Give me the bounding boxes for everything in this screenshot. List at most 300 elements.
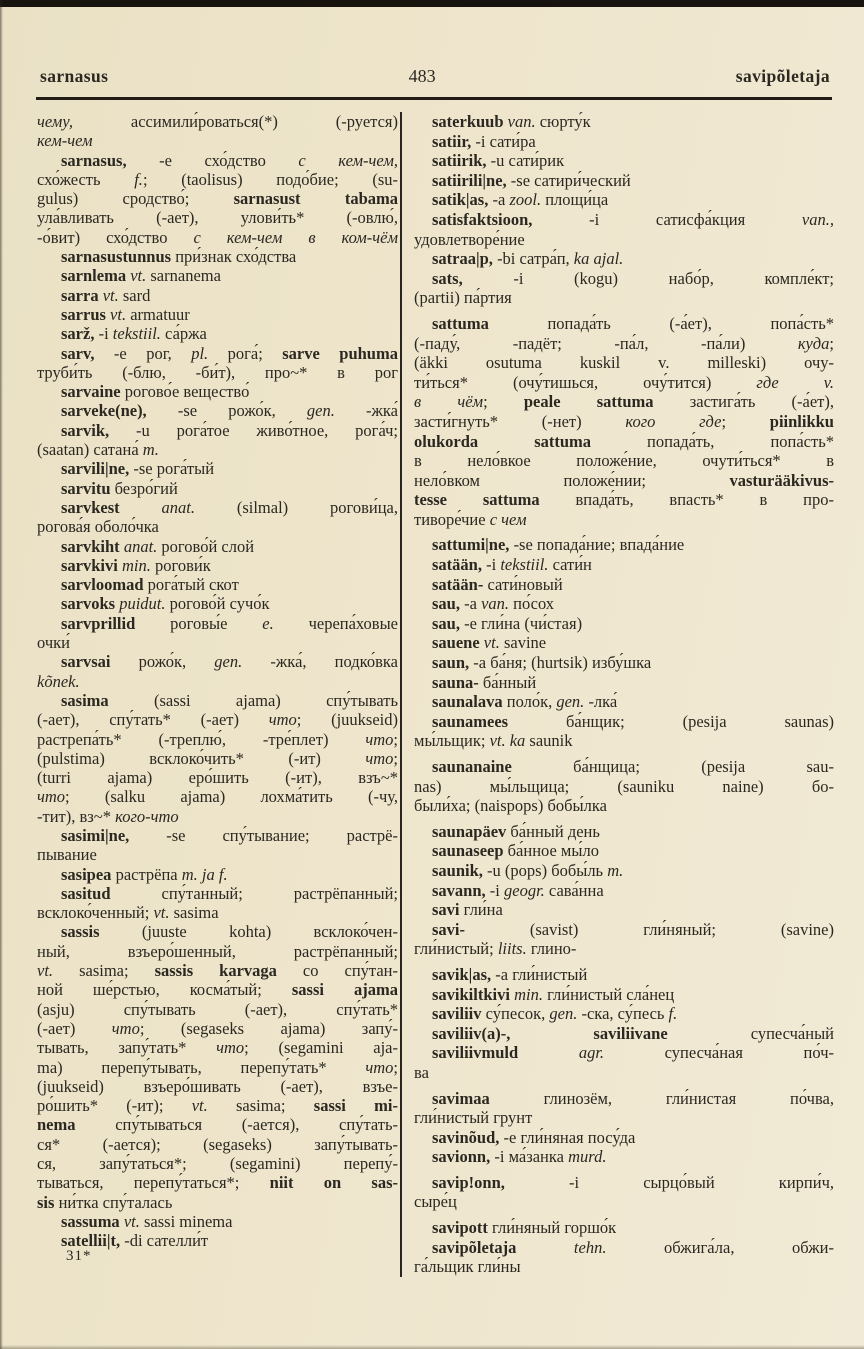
text-segment: sarv,: [61, 343, 95, 363]
text-segment: пывание: [37, 845, 97, 865]
dict-line: [414, 132, 834, 152]
text-segment: -e гли́няная посу́да: [499, 1127, 636, 1147]
text-segment: sarvaine: [61, 382, 121, 402]
text-segment: savip!onn,: [432, 1172, 505, 1192]
text-segment: с кем-чем,: [298, 150, 398, 170]
text-segment: sasima;: [53, 961, 155, 981]
text-segment: -ска, су́песь: [577, 1004, 669, 1024]
text-segment: -a гли́нистый: [491, 964, 588, 984]
dict-line: [37, 575, 398, 594]
dict-line: [37, 1193, 398, 1212]
text-segment: (sassi ajama) спу́тывать: [108, 690, 398, 710]
dict-line: [414, 900, 834, 920]
text-segment: -a: [488, 190, 510, 210]
dict-line: [37, 807, 398, 826]
text-segment: застига́ть (-а́ет),: [653, 392, 834, 412]
dict-line: [37, 672, 398, 691]
text-segment: (äkki osutuma kuskil v. milleski) очу-: [414, 353, 834, 373]
text-segment: satisfaktsioon,: [432, 209, 533, 229]
dict-line: [414, 985, 834, 1005]
dict-line: [414, 535, 834, 555]
text-segment: saviliiv: [432, 1004, 482, 1024]
text-segment: sauene: [432, 633, 480, 653]
text-segment: ба́нный: [478, 672, 537, 692]
dict-line: [37, 421, 398, 440]
text-segment: ; (salku ajama) лохма́тить (-чу,: [65, 787, 398, 807]
text-segment: savimaa: [432, 1088, 490, 1108]
text-segment: в чём: [414, 392, 484, 412]
text-segment: растрепа́ть* (-треплю́, -тре́плет): [37, 729, 366, 749]
dict-line: [414, 112, 834, 132]
dict-line: [414, 432, 834, 452]
text-segment: (turri ajama) еро́шить (-ит), взъ~*: [37, 768, 398, 788]
dict-line: [37, 1173, 398, 1192]
dict-line: [414, 353, 834, 373]
text-segment: засти́гнуть* (-нет): [414, 411, 626, 431]
text-segment: zool.: [509, 190, 542, 210]
text-segment: sarnasustunnus: [61, 247, 172, 267]
text-segment: sattuma: [432, 313, 489, 333]
dict-line: [414, 210, 834, 230]
dict-line: [414, 490, 834, 510]
text-segment: e.: [262, 613, 274, 633]
text-segment: satiirik,: [432, 151, 487, 171]
text-segment: гли́няный горшо́к: [487, 1218, 617, 1238]
text-segment: sard: [118, 285, 151, 305]
text-segment: -se попада́ние; впада́ние: [509, 535, 685, 555]
text-segment: сюрту́к: [535, 112, 591, 131]
dict-line: [37, 266, 398, 285]
dict-line: [37, 730, 398, 749]
text-segment: ;: [721, 411, 770, 431]
text-segment: satik|as,: [432, 190, 489, 210]
text-segment: satiirili|ne,: [432, 170, 507, 190]
text-segment: гли́на: [459, 900, 503, 920]
dict-line: [37, 208, 398, 227]
text-segment: sarnanema: [146, 266, 221, 286]
dict-line: [37, 903, 398, 922]
text-segment: -i ма́занка: [490, 1147, 569, 1167]
dict-line: [37, 1000, 398, 1019]
text-segment: кого где: [625, 411, 722, 431]
text-segment: -se рога́тый: [129, 459, 215, 479]
text-segment: sarvkivi: [61, 555, 118, 575]
text-segment: ; (taolisus) подо́бие; (su-: [142, 169, 398, 189]
dict-line: [37, 865, 398, 884]
text-segment: что: [365, 748, 394, 768]
text-segment: gen.: [549, 1004, 578, 1024]
text-segment: vt.: [98, 285, 119, 305]
dict-line: [414, 712, 834, 732]
dict-line: [414, 1043, 834, 1063]
text-segment: ный, взъеро́шенный, растрёпанный;: [37, 941, 398, 961]
text-segment: -se спу́тывание; растрё-: [129, 825, 398, 845]
text-segment: geogr.: [504, 880, 545, 900]
text-segment: satellii|t,: [61, 1231, 121, 1251]
text-segment: f.: [134, 169, 143, 189]
text-segment: sau,: [432, 613, 460, 633]
text-segment: sasitud: [61, 883, 111, 903]
text-segment: tehn.: [516, 1237, 607, 1257]
text-segment: ;: [393, 748, 398, 768]
text-segment: схо́жесть: [37, 169, 135, 189]
dict-line: [414, 673, 834, 693]
text-segment: -i сырцо́вый кирпи́ч,: [504, 1172, 834, 1192]
text-segment: рогово́й сучо́к: [165, 594, 270, 614]
text-segment: armatuur: [126, 304, 190, 324]
text-segment: saunik,: [432, 860, 483, 880]
dict-line: [37, 768, 398, 787]
text-segment: gen.: [214, 652, 243, 672]
text-segment: sassis karvaga: [154, 961, 277, 981]
text-segment: ба́нное мы́ло: [503, 841, 599, 861]
text-segment: saunalava: [432, 692, 503, 712]
text-segment: sattumi|ne,: [432, 535, 510, 555]
text-segment: sarvkiht: [61, 536, 120, 556]
text-segment: piinlikku: [769, 411, 834, 431]
text-segment: vasturääkivus-: [729, 470, 834, 490]
dict-line: [414, 614, 834, 634]
dict-line: [37, 980, 398, 999]
text-segment: vt.: [479, 633, 500, 653]
dict-line: [414, 633, 834, 653]
dict-line: [37, 1096, 398, 1115]
text-segment: vt.: [153, 903, 170, 923]
text-segment: (silmal) рогови́ца,: [194, 497, 398, 517]
text-segment: -i: [485, 880, 504, 900]
text-segment: saterkuub: [432, 112, 504, 131]
dict-line: [414, 822, 834, 842]
text-segment: рогова́я оболо́чка: [37, 517, 159, 537]
text-segment: спу́тываться (-ается), спу́тать-: [75, 1115, 398, 1135]
text-segment: sasimi|ne,: [61, 825, 130, 845]
text-segment: gulus) сродство́;: [37, 189, 234, 209]
text-segment: -a: [459, 594, 482, 614]
text-segment: agr.: [518, 1043, 605, 1063]
text-segment: vt. ka: [489, 731, 526, 751]
dict-line: [37, 1154, 398, 1173]
text-segment: -жка́: [334, 401, 398, 421]
text-segment: sassis: [61, 922, 100, 942]
text-segment: sarnasus,: [61, 150, 127, 170]
text-segment: площи́ца: [541, 190, 609, 210]
text-segment: что: [365, 729, 394, 749]
text-segment: sarnasust tabama: [233, 189, 398, 209]
text-segment: saviliivmuld: [432, 1043, 519, 1063]
text-segment: ва: [414, 1062, 429, 1082]
text-segment: безро́гий: [110, 478, 178, 498]
dict-line: [414, 881, 834, 901]
text-segment: -лка́: [584, 692, 618, 712]
dict-line: [37, 498, 398, 517]
text-segment: всклоко́ченный;: [37, 903, 154, 923]
dict-line: [414, 796, 834, 816]
text-segment: -e гли́на (чи́стая): [459, 613, 583, 633]
text-segment: niit on sas-: [269, 1173, 398, 1193]
dict-line: [414, 171, 834, 191]
text-segment: (-ает): [37, 1018, 112, 1038]
text-segment: сава́нна: [544, 880, 604, 900]
dict-line: [37, 382, 398, 401]
dict-line: [414, 314, 834, 334]
header-rule: [36, 97, 832, 100]
text-segment: спу́танный; растрёпанный;: [110, 883, 398, 903]
text-segment: m. ja f.: [181, 864, 228, 884]
dict-line: [37, 1135, 398, 1154]
text-segment: vt.: [126, 266, 147, 286]
text-segment: saviliiv(a)-, saviliivane: [432, 1023, 668, 1043]
text-segment: ka ajal.: [573, 249, 624, 269]
dict-line: [37, 401, 398, 420]
text-segment: ся* (-ается); (segaseks) запу́тывать-: [37, 1134, 398, 1154]
dict-line: [37, 556, 398, 575]
text-segment: в нело́вкое положе́ние, очути́ться* в: [414, 451, 834, 471]
text-segment: впада́ть, впасть* в про-: [539, 490, 834, 510]
text-segment: savi: [432, 900, 460, 920]
dict-line: [414, 841, 834, 861]
text-segment: черепа́ховые: [273, 613, 399, 633]
text-segment: (asju) спу́тывать (-ает), спу́тать*: [37, 999, 398, 1019]
text-segment: sasima;: [207, 1096, 314, 1116]
text-segment: (-ает), спу́тать* (-ает): [37, 710, 269, 730]
text-segment: sassuma: [61, 1211, 120, 1231]
text-segment: сати́новый: [483, 574, 563, 594]
dict-line: [37, 787, 398, 806]
text-segment: sarvprillid: [61, 613, 136, 633]
text-segment: ба́нщица; (pesija sau-: [511, 757, 834, 776]
text-segment: ба́нный день: [506, 821, 600, 841]
text-segment: saun,: [432, 653, 470, 673]
dict-line: [414, 1218, 834, 1238]
dict-line: [414, 777, 834, 797]
text-segment: sau,: [432, 594, 460, 614]
text-segment: vt.: [105, 304, 127, 324]
text-segment: чему,: [37, 112, 73, 131]
text-segment: сати́н: [548, 555, 592, 575]
text-segment: ;: [483, 392, 524, 412]
text-segment: sarvloomad: [61, 575, 144, 595]
text-segment: tesse sattuma: [414, 490, 540, 510]
text-segment: кем-чем: [37, 131, 93, 151]
text-segment: sassi ajama: [291, 980, 398, 1000]
text-segment: saunamees: [432, 711, 509, 731]
column-left: [37, 112, 398, 1277]
text-segment: peale sattuma: [523, 392, 654, 412]
dict-line: [37, 1115, 398, 1134]
text-segment: (saatan) сатана́: [37, 440, 143, 460]
text-segment: су́песок,: [481, 1004, 550, 1024]
dict-line: [37, 537, 398, 556]
text-segment: ро́шить* (-ит);: [37, 1096, 192, 1116]
text-segment: при́знак схо́дства: [171, 247, 297, 267]
text-segment: -se рожо́к,: [146, 401, 307, 421]
dict-line: [37, 884, 398, 903]
text-segment: sarveke(ne),: [61, 401, 147, 421]
text-segment: savipõletaja: [432, 1237, 517, 1257]
text-segment: -se сатири́ческий: [506, 170, 631, 190]
dict-line: [414, 757, 834, 777]
dict-line: [414, 1004, 834, 1024]
text-segment: супесча́ный: [667, 1023, 834, 1043]
dict-line: [37, 1038, 398, 1057]
text-segment: -жка́, подко́вка: [242, 652, 398, 672]
text-segment: растрёпа: [111, 864, 182, 884]
text-segment: sis: [37, 1192, 55, 1212]
dict-line: [37, 652, 398, 671]
dict-line: [37, 614, 398, 633]
dict-line: [414, 920, 834, 940]
text-segment: ; (segaseks ajama) запу́-: [139, 1018, 399, 1038]
dict-line: [37, 1212, 398, 1231]
dict-line: [414, 1238, 834, 1258]
text-segment: (-паду́, -падёт; -па́л, -па́ли): [414, 333, 798, 353]
text-segment: тывать, запу́тать*: [37, 1038, 217, 1058]
text-segment: ной ше́рстью, косма́тый;: [37, 980, 292, 1000]
text-segment: рожо́к,: [110, 652, 215, 672]
text-segment: saunaseep: [432, 841, 504, 861]
text-segment: со спу́тан-: [276, 961, 398, 981]
text-segment: m.: [142, 440, 159, 460]
dict-line: [414, 151, 834, 171]
text-segment: ;: [393, 729, 398, 749]
text-segment: ба́нщик; (pesija saunas): [508, 711, 834, 731]
dict-line: [414, 373, 834, 393]
text-segment: nas) мы́льщица; (sauniku naine) бо-: [414, 776, 834, 796]
text-segment: puidut.: [115, 594, 166, 614]
text-segment: saunapäev: [432, 821, 507, 841]
text-segment: -u рога́тое живо́тное, рога́ч;: [109, 420, 398, 440]
text-segment: vt.: [191, 1096, 208, 1116]
text-segment: sauna-: [432, 672, 479, 692]
text-segment: роговы́е: [135, 613, 263, 633]
text-segment: sarvsai: [61, 652, 111, 672]
text-segment: глино-: [526, 939, 577, 959]
dict-line: [37, 1019, 398, 1038]
text-segment: гли́нистый сла́нец: [542, 984, 675, 1004]
dict-line: [37, 440, 398, 459]
text-segment: -i (kogu) набо́р, компле́кт;: [462, 268, 834, 288]
text-segment: -i сати́ра: [471, 131, 536, 151]
text-segment: sarvoks: [61, 594, 116, 614]
dict-line: [414, 1024, 834, 1044]
dict-line: [414, 1063, 834, 1083]
dict-line: [37, 479, 398, 498]
text-segment: saunik: [525, 731, 573, 751]
dict-line: [414, 731, 834, 751]
text-segment: savann,: [432, 880, 486, 900]
page-body: [0, 112, 864, 1277]
text-segment: са́ржа: [160, 324, 207, 344]
text-segment: min.: [117, 555, 151, 575]
text-segment: попада́ть, попа́сть*: [591, 431, 834, 451]
text-segment: нело́вком положе́нии;: [414, 470, 730, 490]
text-segment: ся, запу́таться*; (segamini) перепу́-: [37, 1154, 398, 1174]
dict-line: [414, 1173, 834, 1193]
text-segment: sarž,: [61, 324, 95, 344]
text-segment: savine: [499, 633, 547, 653]
dict-line: [37, 170, 398, 189]
dict-line: [37, 633, 398, 652]
dict-line: [37, 363, 398, 382]
text-segment: обжига́ла, обжи-: [606, 1237, 834, 1257]
dict-line: [37, 826, 398, 845]
text-segment: ;: [829, 333, 834, 353]
dict-line: [37, 131, 398, 150]
text-segment: -di сателли́т: [120, 1231, 209, 1251]
text-segment: были́ха; (naispops) бобы́лка: [414, 796, 607, 816]
column-right: [402, 112, 834, 1277]
text-segment: sasima: [169, 903, 219, 923]
text-segment: satiir,: [432, 131, 472, 151]
text-segment: рога́тый скот: [143, 575, 239, 595]
text-segment: ; (segamini aja-: [244, 1038, 398, 1058]
text-segment: тиворе́чие: [414, 509, 490, 529]
text-segment: что: [216, 1038, 245, 1058]
text-segment: -тит), вз~*: [37, 806, 116, 826]
text-segment: что: [111, 1018, 140, 1038]
dict-line: [414, 1257, 834, 1277]
dict-line: [414, 334, 834, 354]
text-segment: -u сати́рик: [486, 151, 565, 171]
text-segment: tekstiil.: [500, 555, 549, 575]
dict-line: [414, 1128, 834, 1148]
text-segment: f.: [668, 1004, 678, 1024]
dict-line: [414, 412, 834, 432]
dict-line: [37, 710, 398, 729]
dict-line: [414, 861, 834, 881]
text-segment: olukorda sattuma: [414, 431, 592, 451]
text-segment: savipott: [432, 1218, 488, 1238]
text-segment: sasima: [61, 690, 109, 710]
dict-line: [414, 269, 834, 289]
dict-line: [414, 510, 834, 530]
text-segment: (pulstima) всклоко́чить* (-ит): [37, 748, 366, 768]
dict-line: [37, 344, 398, 363]
text-segment: van.: [503, 112, 536, 131]
text-segment: sassi minema: [139, 1211, 233, 1231]
text-segment: гли́нистый грунт: [414, 1108, 533, 1128]
text-segment: -e рог,: [94, 343, 192, 363]
dict-line: [37, 1058, 398, 1077]
dict-line: [37, 459, 398, 478]
text-segment: -a ба́ня; (hurtsik) избу́шка: [469, 653, 652, 673]
text-segment: sarvkest: [61, 497, 120, 517]
dict-line: [37, 247, 398, 266]
text-segment: -e схо́дство: [126, 150, 299, 170]
text-segment: ула́вливать (-ает), улови́ть* (-овлю́,: [37, 208, 398, 228]
dict-line: [414, 451, 834, 471]
dict-line: [414, 190, 834, 210]
text-segment: сыре́ц: [414, 1192, 457, 1212]
page-number: 483: [408, 66, 436, 86]
text-segment: по́сох: [509, 594, 555, 614]
text-segment: супесча́ная по́ч-: [604, 1043, 835, 1063]
text-segment: saunanaine: [432, 757, 512, 776]
text-segment: pl.: [191, 343, 209, 363]
text-segment: рога́;: [208, 343, 283, 363]
dict-line: [414, 230, 834, 250]
text-segment: рогово́е вещество́: [120, 382, 250, 402]
dict-line: [414, 555, 834, 575]
text-segment: поло́к,: [502, 692, 557, 712]
page-header: [0, 66, 864, 87]
dict-line: [37, 112, 398, 131]
text-segment: ти́ться* (очу́тишься, очу́тится): [414, 372, 757, 392]
dict-line: [37, 517, 398, 536]
text-segment: satään-: [432, 574, 484, 594]
text-segment: с кем-чем в ком-чём: [193, 227, 398, 247]
dict-line: [414, 392, 834, 412]
